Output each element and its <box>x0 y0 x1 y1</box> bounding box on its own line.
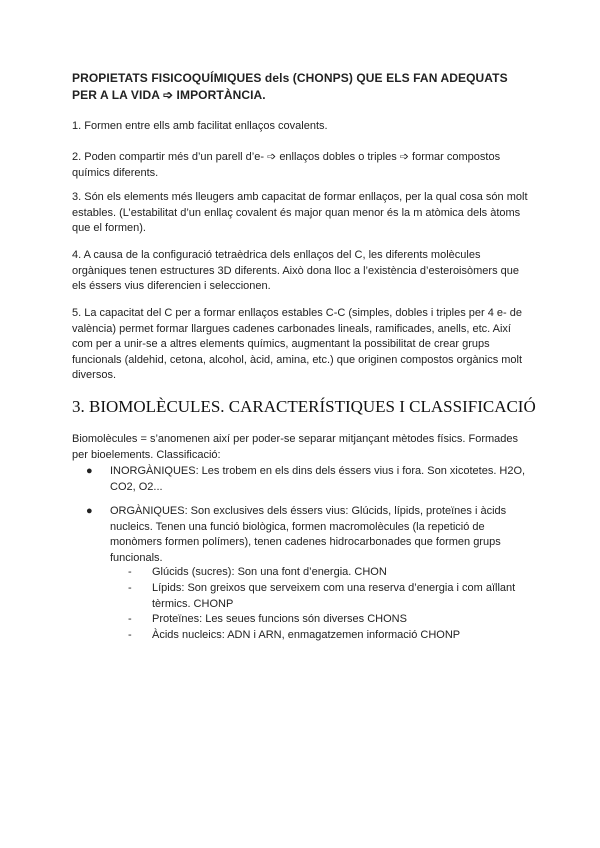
sub-item-text: Àcids nucleics: ADN i ARN, enmagatzemen informació CHONP <box>152 629 461 641</box>
dash-marker: - <box>128 582 132 594</box>
paragraph-1: 1. Formen entre ells amb facilitat enllaços covalents. <box>72 120 328 132</box>
paragraph-5: 5. La capacitat del C per a formar enllaços estables C-C (simples, dobles i triples per 4 e- de valència) permet formar llargues cadenes carbonades lineals, ramificades, anells, etc. Així com per a unir-se a altres elements químics, augmentant la possibilitat de crear grups funcionals (aldehid, cetona, alcohol, àcid, amina, etc.) que originen compostos orgànics molt diversos. <box>72 307 523 381</box>
bullet-text: ORGÀNIQUES: Son exclusives dels éssers vius: Glúcids, lípids, proteïnes i àcids nucleics. Tenen una funció biològica, formen macromolècules (la repetició de monòmers formen polímers), tenen cadenes hidrocarbonades que formen grups funcionals. <box>110 505 507 564</box>
intro-paragraph: Biomolècules = s’anomenen així per poder-se separar mitjançant mètodes físics. Formades per bioelements. Classificació: <box>72 433 519 461</box>
section-heading: 3. BIOMOLÈCULES. CARACTERÍSTIQUES I CLASSIFICACIÓ <box>72 397 536 416</box>
bullet-text: INORGÀNIQUES: Les trobem en els dins dels éssers vius i fora. Son xicotetes. H2O, CO2, O2... <box>110 465 526 493</box>
sub-item-text: Glúcids (sucres): Son una font d’energia. CHON <box>152 566 387 578</box>
bullet-marker: ● <box>86 505 93 517</box>
paragraph-3: 3. Són els elements més lleugers amb capacitat de formar enllaços, per la qual cosa són molt estables. (L’estabilitat d’un enllaç covalent és major quan menor és la m atòmica dels àtoms que el formen). <box>72 191 528 234</box>
dash-marker: - <box>128 613 132 625</box>
paragraph-2: 2. Poden compartir més d’un parell d’e- ➩ enllaços dobles o triples ➩ formar compostos químics diferents. <box>72 151 501 179</box>
bullet-marker: ● <box>86 465 93 477</box>
sub-item-text: Lípids: Son greixos que serveixem com una reserva d’energia i com aïllant tèrmics. CHONP <box>152 582 516 610</box>
dash-marker: - <box>128 566 132 578</box>
sub-item-text: Proteïnes: Les seues funcions són diverses CHONS <box>152 613 407 625</box>
paragraph-4: 4. A causa de la configuració tetraèdrica dels enllaços del C, les diferents molècules orgàniques tenen estructures 3D diferents. Això dona lloc a l’existència d’esteroisòmers que els éssers vius diferencien i seleccionen. <box>72 249 519 292</box>
dash-marker: - <box>128 629 132 641</box>
document-title: PROPIETATS FISICOQUÍMIQUES dels (CHONPS) QUE ELS FAN ADEQUATS PER A LA VIDA ➩ IMPORTÀNCIA. <box>72 71 508 102</box>
